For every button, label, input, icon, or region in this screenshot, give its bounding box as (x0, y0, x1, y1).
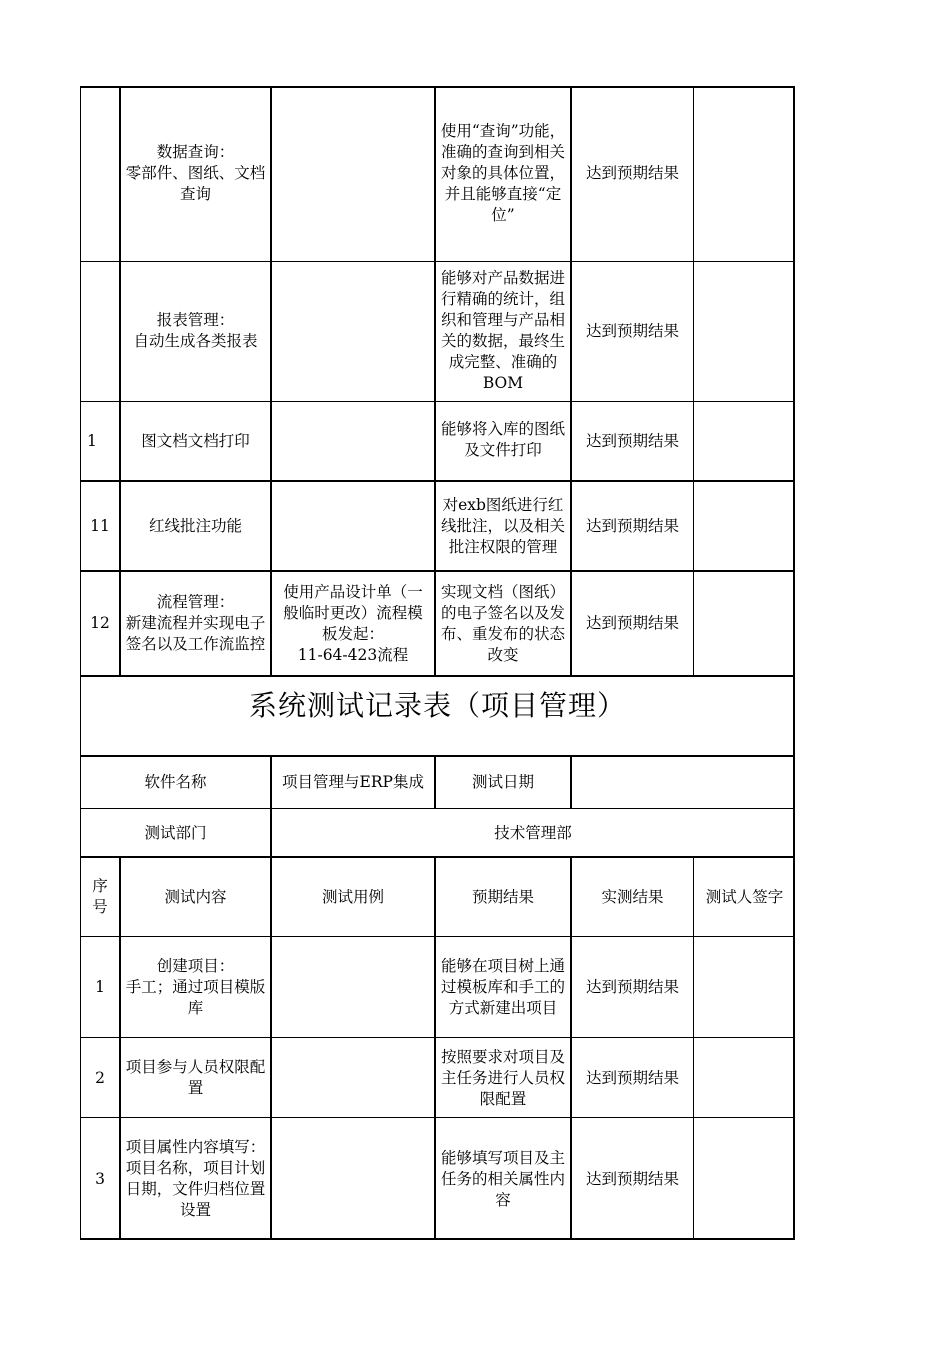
column-header-seq: 序号 (92, 877, 108, 916)
column-header-content: 测试内容 (164, 887, 227, 906)
actual-result-cell: 达到预期结果 (585, 978, 679, 996)
actual-result-cell: 达到预期结果 (585, 431, 679, 450)
expected-result-cell: 对exb图纸进行红线批注，以及相关批注权限的管理 (440, 495, 565, 556)
test-content-cell: 创建项目： 手工；通过项目模版库 (125, 957, 266, 1017)
test-content-cell: 项目参与人员权限配置 (125, 1058, 266, 1097)
grid-line (270, 756, 272, 857)
test-content-cell: 数据查询： 零部件、图纸、文档查询 (125, 143, 266, 203)
grid-line (434, 756, 436, 809)
software-name-label: 软件名称 (144, 773, 207, 791)
grid-line (80, 261, 795, 262)
grid-line (80, 570, 795, 572)
seq-cell (80, 261, 120, 401)
grid-line (80, 86, 81, 1240)
grid-line (80, 401, 795, 402)
column-header-case: 测试用例 (321, 887, 384, 906)
grid-line (80, 755, 795, 757)
actual-result-cell: 达到预期结果 (585, 1068, 679, 1087)
test-case-cell (271, 401, 435, 481)
grid-line (80, 1037, 795, 1038)
grid-line (80, 1238, 795, 1240)
seq-cell: 2 (95, 1068, 105, 1087)
seq-cell: 12 (90, 614, 110, 632)
expected-result-cell: 能够将入库的图纸及文件打印 (440, 420, 565, 459)
test-case-cell: 使用产品设计单（一般临时更改）流程模板发起： 11-64-423流程 (283, 582, 423, 664)
software-name-value: 项目管理与ERP集成 (282, 773, 424, 791)
expected-result-cell: 使用“查询”功能，准确的查询到相关对象的具体位置，并且能够直接“定位” (440, 122, 566, 224)
actual-result-cell: 达到预期结果 (585, 321, 679, 340)
grid-line (793, 86, 795, 1240)
grid-line (570, 756, 572, 809)
expected-result-cell: 能够填写项目及主任务的相关属性内容 (440, 1148, 565, 1209)
test-case-cell (271, 937, 435, 1038)
test-dept-value: 技术管理部 (494, 823, 572, 842)
grid-line (434, 86, 436, 676)
grid-line (80, 936, 795, 937)
actual-result-cell: 达到预期结果 (585, 164, 679, 182)
test-date-label: 测试日期 (471, 773, 534, 791)
column-header-signer: 测试人签字 (705, 887, 784, 906)
seq-cell: 1 (87, 431, 97, 450)
test-dept-label: 测试部门 (144, 823, 207, 842)
test-record-sheet (80, 86, 795, 1240)
test-content-cell: 流程管理： 新建流程并实现电子签名以及工作流监控 (125, 593, 266, 653)
expected-result-cell: 按照要求对项目及主任务进行人员权限配置 (440, 1047, 565, 1108)
grid-line (80, 1117, 795, 1118)
signer-cell (694, 937, 795, 1038)
test-content-cell: 红线批注功能 (148, 516, 242, 535)
grid-line (434, 857, 436, 1240)
test-content-cell: 项目属性内容填写： 项目名称，项目计划日期，文件归档位置设置 (125, 1138, 266, 1219)
expected-result-cell: 能够对产品数据进行精确的统计，组织和管理与产品相关的数据，最终生成完整、准确的BOM (440, 269, 565, 392)
sheet-title: 系统测试记录表（项目管理） (248, 689, 626, 722)
test-content-cell: 报表管理： 自动生成各类报表 (133, 311, 258, 350)
signer-cell (694, 401, 795, 481)
expected-result-cell: 实现文档（图纸）的电子签名以及发布、重发布的状态改变 (440, 582, 565, 664)
test-case-cell (271, 261, 435, 401)
test-case-cell (271, 1118, 435, 1240)
grid-line (270, 857, 272, 1240)
grid-line (80, 808, 795, 809)
actual-result-cell: 达到预期结果 (585, 614, 679, 632)
seq-cell (80, 86, 120, 261)
test-content-cell: 图文档文档打印 (141, 431, 250, 450)
signer-cell (694, 86, 795, 261)
column-header-actual: 实测结果 (601, 887, 664, 906)
grid-line (570, 86, 572, 676)
seq-cell: 1 (95, 978, 105, 996)
grid-line (80, 856, 795, 858)
seq-cell: 11 (90, 516, 110, 535)
seq-cell: 3 (95, 1169, 105, 1188)
grid-line (270, 86, 272, 676)
grid-line (693, 86, 694, 676)
column-header-expected: 预期结果 (471, 887, 534, 906)
grid-line (80, 675, 795, 677)
grid-line (693, 857, 694, 1240)
test-date-value (571, 756, 795, 809)
grid-line (119, 857, 121, 1240)
grid-line (119, 86, 121, 676)
grid-line (80, 86, 795, 88)
test-case-cell (271, 1038, 435, 1118)
signer-cell (694, 261, 795, 401)
signer-cell (694, 1118, 795, 1240)
expected-result-cell: 能够在项目树上通过模板库和手工的方式新建出项目 (440, 957, 565, 1017)
actual-result-cell: 达到预期结果 (585, 516, 679, 535)
signer-cell (694, 1038, 795, 1118)
grid-line (80, 480, 795, 482)
signer-cell (694, 481, 795, 571)
actual-result-cell: 达到预期结果 (585, 1169, 679, 1188)
grid-line (570, 857, 572, 1240)
test-case-cell (271, 86, 435, 261)
signer-cell (694, 571, 795, 676)
test-case-cell (271, 481, 435, 571)
